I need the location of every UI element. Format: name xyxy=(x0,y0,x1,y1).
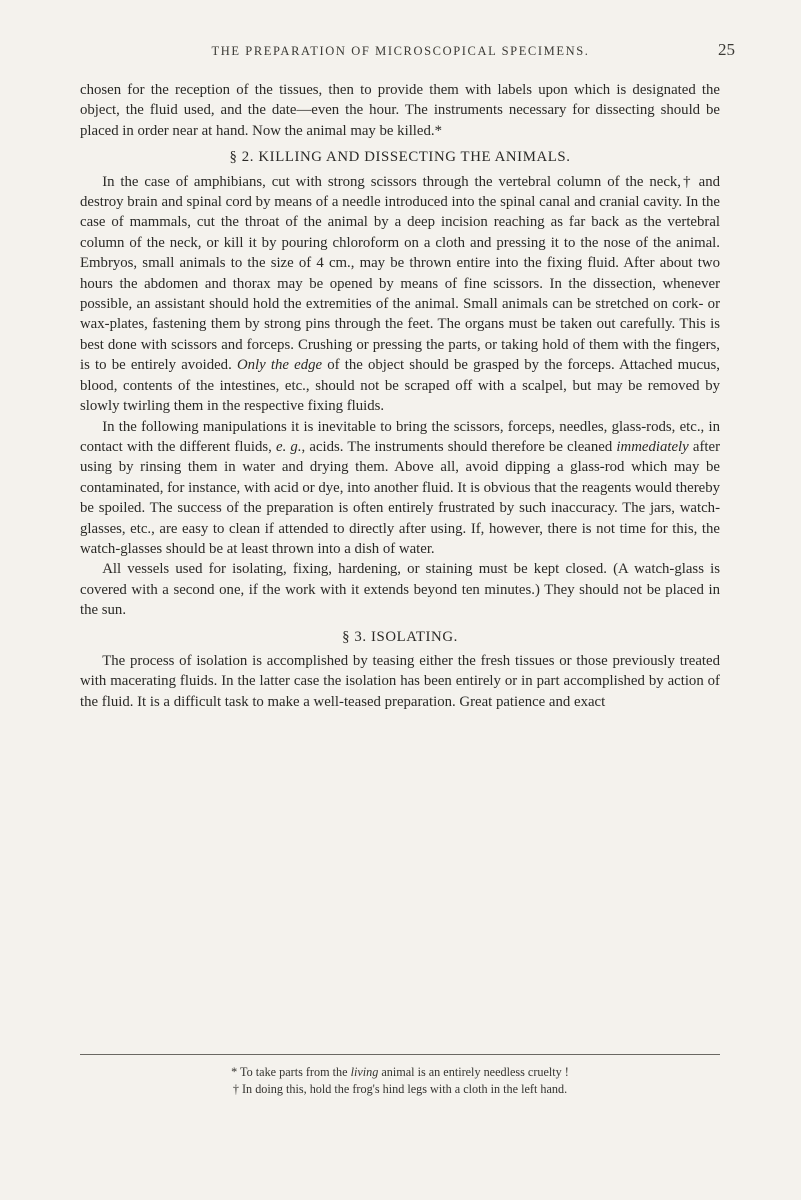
page-number: 25 xyxy=(718,40,735,59)
emphasis-eg: e. g. xyxy=(276,438,302,455)
body-text xyxy=(80,80,720,712)
running-title: THE PREPARATION OF MICROSCOPICAL SPECIMENS. xyxy=(211,44,590,58)
paragraph-continued: chosen for the reception of the tissues, then to provide them with labels upon which is designated the object, the fluid used, and the date—even the hour. The instruments necessary for dissecting should be placed in order near at hand. Now the animal may be killed.* xyxy=(80,82,720,139)
text-run: * To take parts from the xyxy=(231,1065,348,1079)
text-run: animal is an entirely needless cruelty ! xyxy=(381,1065,569,1079)
text-run: of the object should be grasped by the forceps. Attached mucus, blood, contents of the intestines, etc., should not be scraped off with a scalpel, but may be removed by slowly twirling them in the respective fixing fluids. xyxy=(80,357,720,415)
emphasis-immediately: immediately xyxy=(616,438,689,455)
text-run: , acids. The instruments should therefore be cleaned xyxy=(301,438,613,455)
section-heading-isolating: § 3. ISOLATING. xyxy=(342,628,458,645)
text-run: In the case of amphibians, cut with strong scissors through the vertebral column of the neck,† and destroy brain and spinal cord by means of a needle introduced into the spinal canal and cranial cavity. In the case of mammals, cut the throat of the animal by a deep incision reaching as far back as the vertebral column of the neck, or kill it by pouring chloroform on a cloth and pressing it to the nose of the animal. Embryos, small animals to the size of 4 cm., may be thrown entire into the fixing fluid. After about two hours the abdomen and thorax may be opened by means of fine scissors. In the dissection, whenever possible, an assistant should hold the extremities of the animal. Small animals can be stretched on cork- or wax-plates, fastening them by strong pins through the feet. The organs must be taken out carefully. This is best done with scissors and forceps. Crushing or pressing the parts, or taking hold of them with the fingers, is to be entirely avoided. xyxy=(80,173,720,374)
footnotes xyxy=(80,1064,720,1098)
footnote-2: † In doing this, hold the frog's hind legs with a cloth in the left hand. xyxy=(232,1082,568,1096)
text-run: after using by rinsing them in water and drying them. Above all, avoid dipping a glass-rod which may be contaminated, for instance, with acid or dye, into another fluid. It is obvious that the reagents would thereby be spoiled. The success of the preparation is often entirely frustrated by such inaccuracy. The jars, watch-glasses, etc., are easy to clean if attended to directly after using. If, however, there is not time for this, the watch-glasses should be at least thrown into a dish of water. xyxy=(80,438,721,557)
emphasis-living: living xyxy=(350,1065,379,1079)
paragraph-amphibians xyxy=(80,172,720,417)
text-run: In the following manipulations it is inevitable to bring the scissors, forceps, needles, glass-rods, etc., in contact with the different fluids, xyxy=(80,418,720,455)
footnote-divider xyxy=(80,1054,720,1055)
paragraph-vessels: All vessels used for isolating, fixing, hardening, or staining must be kept closed. (A watch-glass is covered with a second one, if the work with it extends beyond ten minutes.) They should not be placed in the sun. xyxy=(80,561,720,619)
emphasis-only-the-edge: Only the edge xyxy=(236,357,323,374)
paragraph-isolation: The process of isolation is accomplished by teasing either the fresh tissues or those previously treated with macerating fluids. In the latter case the isolation has been entirely or in part accomplished by action of the fluid. It is a difficult task to make a well-teased preparation. Great patience and exact xyxy=(80,652,720,710)
section-heading-killing: § 2. KILLING AND DISSECTING THE ANIMALS. xyxy=(229,149,571,166)
footnote-1 xyxy=(80,1064,720,1081)
paragraph-instruments xyxy=(80,417,720,560)
